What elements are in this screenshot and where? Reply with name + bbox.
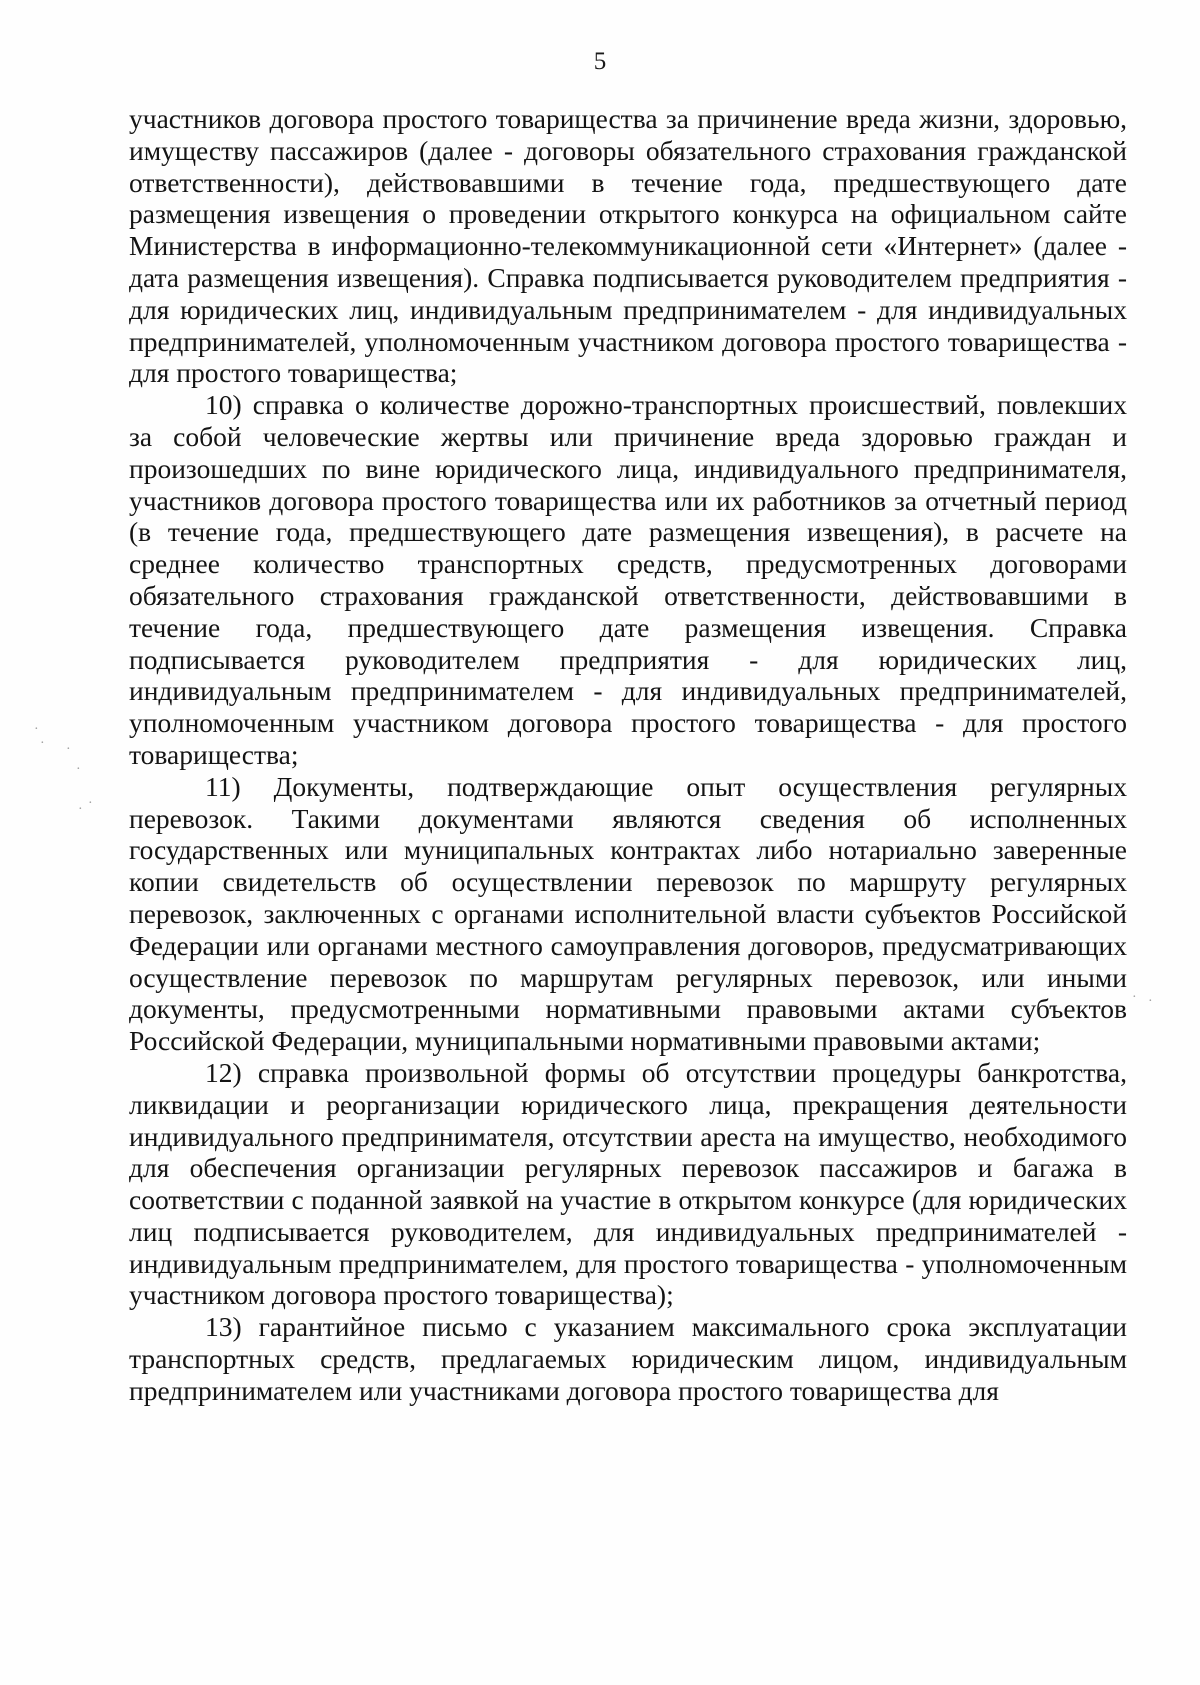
scan-speck-mark: · bbox=[78, 802, 85, 817]
page-number: 5 bbox=[593, 48, 607, 75]
scan-speck-mark: · bbox=[40, 736, 47, 751]
paragraph-item-13: 13) гарантийное письмо с указанием максимального срока эксплуатации транспортных средств, предлагаемых юридическим лицом, индивидуальным предпринимателем или участниками договора простого товарищества для bbox=[129, 1311, 1127, 1406]
paragraph-item-12: 12) справка произвольной формы об отсутствии процедуры банкротства, ликвидации и реорганизации юридического лица, прекращения деятельности индивидуального предпринимателя, отсутствии ареста на имущество, необходимого для обеспечения организации регулярных перевозок пассажиров и багажа в соответствии с поданной заявкой на участие в открытом конкурсе (для юридических лиц подписывается руководителем, для индивидуальных предпринимателей - индивидуальным предпринимателем, для простого товарищества - уполномоченным участником договора простого товарищества); bbox=[129, 1056, 1127, 1311]
scan-speck-mark: · bbox=[1132, 990, 1139, 1005]
scan-speck-mark: · bbox=[34, 722, 41, 737]
scan-speck-mark: · bbox=[88, 796, 95, 811]
paragraph-item-10: 10) справка о количестве дорожно-транспортных происшествий, повлекших за собой человеческие жертвы или причинение вреда здоровью граждан и произошедших по вине юридического лица, индивидуального предпринимателя, участников договора простого товарищества или их работников за отчетный период (в течение года, предшествующего дате размещения извещения), в расчете на среднее количество транспортных средств, предусмотренных договорами обязательного страхования гражданской ответственности, действовавшими в течение года, предшествующего дате размещения извещения. Справка подписывается руководителем предприятия - для юридических лиц, индивидуальным предпринимателем - для индивидуальных предпринимателей, уполномоченным участником договора простого товарищества - для простого товарищества; bbox=[129, 389, 1127, 770]
paragraph-item-11: 11) Документы, подтверждающие опыт осуществления регулярных перевозок. Такими документами являются сведения об исполненных государственных или муниципальных контрактах либо нотариально заверенные копии свидетельств об осуществлении перевозок по маршруту регулярных перевозок, заключенных с органами исполнительной власти субъектов Российской Федерации или органами местного самоуправления договоров, предусматривающих осуществление перевозок по маршрутам регулярных перевозок, или иными документы, предусмотренными нормативными правовыми актами субъектов Российской Федерации, муниципальными нормативными правовыми актами; bbox=[129, 770, 1127, 1057]
paragraph-continuation: участников договора простого товарищества за причинение вреда жизни, здоровью, имуществу пассажиров (далее - договоры обязательного страхования гражданской ответственности), действовавшими в течение года, предшествующего дате размещения извещения о проведении открытого конкурса на официальном сайте Министерства в информационно-телекоммуникационной сети «Интернет» (далее - дата размещения извещения). Справка подписывается руководителем предприятия - для юридических лиц, индивидуальным предпринимателем - для индивидуальных предпринимателей, уполномоченным участником договора простого товарищества - для простого товарищества; bbox=[129, 103, 1127, 389]
scan-speck-mark: · bbox=[76, 762, 83, 777]
scan-speck-mark: · bbox=[66, 742, 73, 757]
document-body bbox=[129, 103, 1127, 1407]
scan-speck-mark: · bbox=[1148, 994, 1155, 1009]
